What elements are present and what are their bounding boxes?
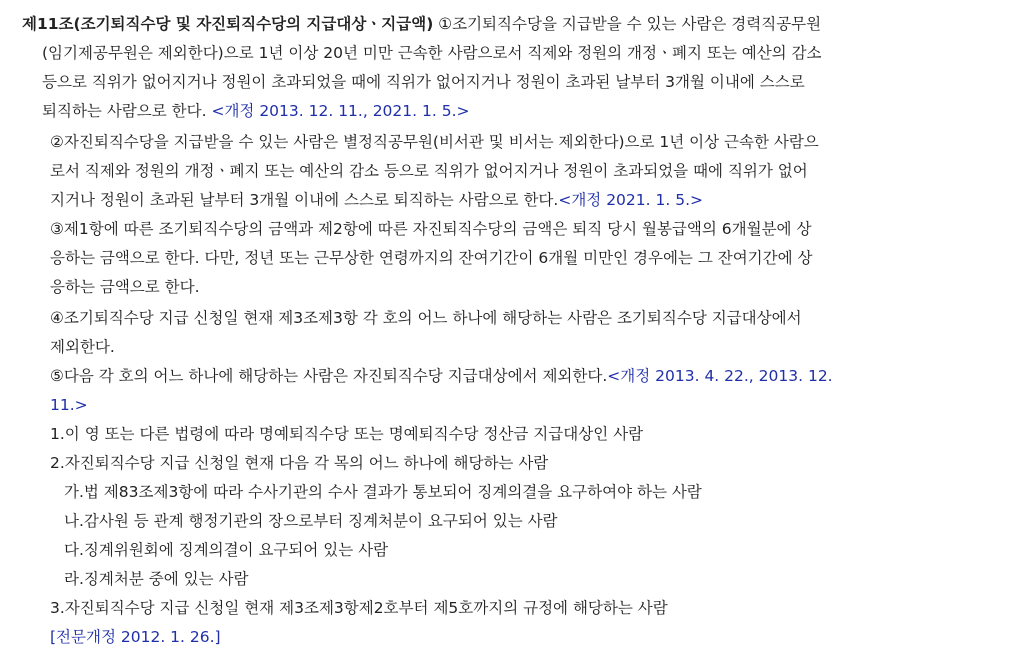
amendment-note-p1[interactable]: <개정 2013. 12. 11., 2021. 1. 5.> — [211, 102, 470, 120]
subitem-ra: 라.징계처분 중에 있는 사람 — [64, 570, 249, 588]
amendment-note-p2[interactable]: <개정 2021. 1. 5.> — [558, 191, 703, 209]
paragraph-1-line-1 — [22, 10, 1011, 39]
paragraph-5-text: ⑤다음 각 호의 어느 하나에 해당하는 사람은 자진퇴직수당 지급대상에서 제외한다. — [50, 367, 608, 385]
paragraph-3-line-1: ③제1항에 따른 조기퇴직수당의 금액과 제2항에 따른 자진퇴직수당의 금액은 퇴직 당시 월봉급액의 6개월분에 상 — [50, 220, 812, 238]
full-revision-note — [50, 623, 1011, 652]
item-3: 3.자진퇴직수당 지급 신청일 현재 제3조제3항제2호부터 제5호까지의 규정에 해당하는 사람 — [50, 599, 668, 617]
subitem-ga: 가.법 제83조제3항에 따라 수사기관의 수사 결과가 통보되어 징계의결을 요구하여야 하는 사람 — [64, 483, 702, 501]
amendment-note-p5[interactable]: <개정 2013. 4. 22., 2013. 12. — [607, 367, 833, 385]
article-heading: 제11조(조기퇴직수당 및 자진퇴직수당의 지급대상ㆍ지급액) — [22, 15, 434, 33]
amendment-note-p5-cont[interactable]: 11.> — [50, 396, 88, 414]
paragraph-1-line-4 — [42, 97, 1011, 126]
paragraph-2-line-3 — [50, 186, 1011, 215]
paragraph-3-line-3: 응하는 금액으로 한다. — [50, 278, 200, 296]
full-revision-link[interactable]: [전문개정 2012. 1. 26.] — [50, 628, 221, 646]
item-2: 2.자진퇴직수당 지급 신청일 현재 다음 각 목의 어느 하나에 해당하는 사람 — [50, 454, 549, 472]
paragraph-1-text-end: 퇴직하는 사람으로 한다. — [42, 102, 207, 120]
subitem-na: 나.감사원 등 관계 행정기관의 장으로부터 징계처분이 요구되어 있는 사람 — [64, 512, 558, 530]
paragraph-2-line-1: ②자진퇴직수당을 지급받을 수 있는 사람은 별정직공무원(비서관 및 비서는 제외한다)으로 1년 이상 근속한 사람으 — [50, 133, 819, 151]
paragraph-1-line-2: (임기제공무원은 제외한다)으로 1년 이상 20년 미만 근속한 사람으로서 직제와 정원의 개정ㆍ폐지 또는 예산의 감소 — [42, 44, 822, 62]
paragraph-4-line-2: 제외한다. — [50, 338, 115, 356]
paragraph-4-line-1: ④조기퇴직수당 지급 신청일 현재 제3조제3항 각 호의 어느 하나에 해당하는 사람은 조기퇴직수당 지급대상에서 — [50, 309, 802, 327]
paragraph-5-line-2 — [50, 391, 1011, 420]
paragraph-2-text-end: 지거나 정원이 초과된 날부터 3개월 이내에 스스로 퇴직하는 사람으로 한다. — [50, 191, 559, 209]
subitem-da: 다.징계위원회에 징계의결이 요구되어 있는 사람 — [64, 541, 389, 559]
paragraph-5-line-1 — [50, 362, 1011, 391]
paragraph-1-text: ①조기퇴직수당을 지급받을 수 있는 사람은 경력직공무원 — [438, 15, 822, 33]
paragraph-3-line-2: 응하는 금액으로 한다. 다만, 정년 또는 근무상한 연령까지의 잔여기간이 6개월 미만인 경우에는 그 잔여기간에 상 — [50, 249, 813, 267]
paragraph-1-line-3: 등으로 직위가 없어지거나 정원이 초과되었을 때에 직위가 없어지거나 정원이 초과된 날부터 3개월 이내에 스스로 — [42, 73, 805, 91]
paragraph-2-line-2: 로서 직제와 정원의 개정ㆍ폐지 또는 예산의 감소 등으로 직위가 없어지거나 정원이 초과되었을 때에 직위가 없어 — [50, 162, 808, 180]
item-1: 1.이 영 또는 다른 법령에 따라 명예퇴직수당 또는 명예퇴직수당 정산금 지급대상인 사람 — [50, 425, 644, 443]
